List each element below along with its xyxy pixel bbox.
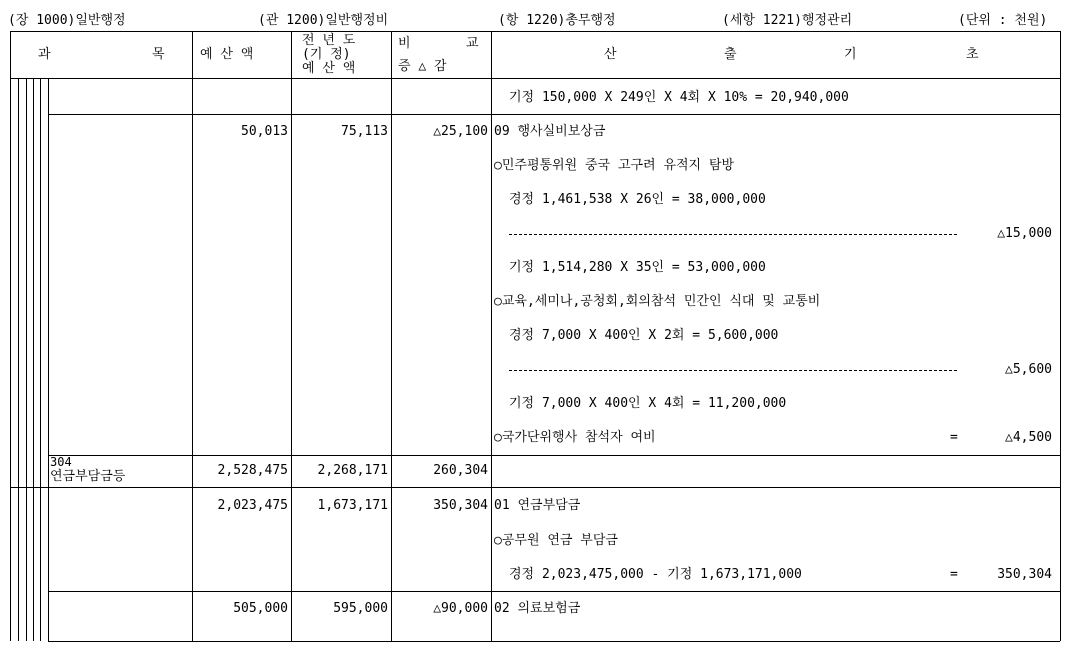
col-prev-3: 예 산 액 (302, 61, 356, 76)
basis-line: 경정 2,023,475,000 - 기정 1,673,171,000 (509, 567, 802, 582)
header-sehang: (세항 1221)행정관리 (722, 13, 853, 28)
sub-item: ○국가단위행사 참석자 여비 (494, 430, 656, 445)
item-title: 01 연금부담금 (494, 498, 581, 513)
dashed-rule (509, 370, 957, 371)
col-prev-2: (기 정) (302, 47, 351, 62)
diff-cell: 350,304 (433, 498, 488, 513)
budget-cell: 50,013 (241, 124, 288, 139)
sub-item: ○공무원 연금 부담금 (494, 533, 618, 548)
diff-cell: △25,100 (433, 124, 488, 139)
diff-amount: △5,600 (1005, 362, 1052, 377)
diff-amount: △4,500 (1005, 430, 1052, 445)
col-comp-2: 교 (466, 36, 479, 51)
prev-budget-cell: 1,673,171 (317, 498, 388, 513)
col-basis-4: 초 (966, 47, 979, 62)
equals-sign: = (950, 430, 958, 445)
col-budget: 예 산 액 (200, 47, 254, 62)
equals-sign: = (950, 567, 958, 582)
prev-budget-cell: 75,113 (341, 124, 388, 139)
basis-line: 경정 1,461,538 X 26인 = 38,000,000 (509, 192, 766, 207)
prev-budget-cell: 595,000 (333, 601, 388, 616)
header-unit: (단위 : 천원) (958, 13, 1048, 28)
col-basis-2: 출 (724, 47, 737, 62)
col-gwamok-2: 목 (152, 47, 165, 62)
col-gwamok-1: 과 (38, 47, 51, 62)
basis-line: 경정 7,000 X 400인 X 2회 = 5,600,000 (509, 328, 779, 343)
item-title: 09 행사실비보상금 (494, 124, 606, 139)
col-comp-3: 증 △ 감 (398, 59, 447, 74)
prev-budget-cell: 2,268,171 (317, 463, 388, 478)
sub-item: ○교육,세미나,공청회,회의참석 민간인 식대 및 교통비 (494, 294, 821, 309)
col-basis-3: 기 (844, 47, 857, 62)
item-title: 02 의료보험금 (494, 601, 581, 616)
col-comp-1: 비 (398, 36, 411, 51)
account-name: 연금부담금등 (50, 469, 126, 484)
budget-cell: 505,000 (233, 601, 288, 616)
basis-line: 기정 7,000 X 400인 X 4회 = 11,200,000 (509, 396, 787, 411)
budget-cell: 2,528,475 (217, 463, 288, 478)
basis-line: 기정 1,514,280 X 35인 = 53,000,000 (509, 260, 766, 275)
header-gwan: (관 1200)일반행정비 (258, 13, 389, 28)
sub-item: ○민주평통위원 중국 고구려 유적지 탐방 (494, 158, 735, 173)
basis-line: 기정 150,000 X 249인 X 4회 X 10% = 20,940,000 (509, 90, 849, 105)
diff-cell: 260,304 (433, 463, 488, 478)
col-basis-1: 산 (604, 47, 617, 62)
diff-cell: △90,000 (433, 601, 488, 616)
budget-cell: 2,023,475 (217, 498, 288, 513)
col-prev-1: 전 년 도 (302, 33, 356, 48)
account-code: 304 (50, 455, 72, 469)
header-hang: (항 1220)총무행정 (498, 13, 616, 28)
diff-amount: △15,000 (997, 226, 1052, 241)
header-jang: (장 1000)일반행정 (8, 13, 126, 28)
dashed-rule (509, 234, 957, 235)
diff-amount: 350,304 (997, 567, 1052, 582)
